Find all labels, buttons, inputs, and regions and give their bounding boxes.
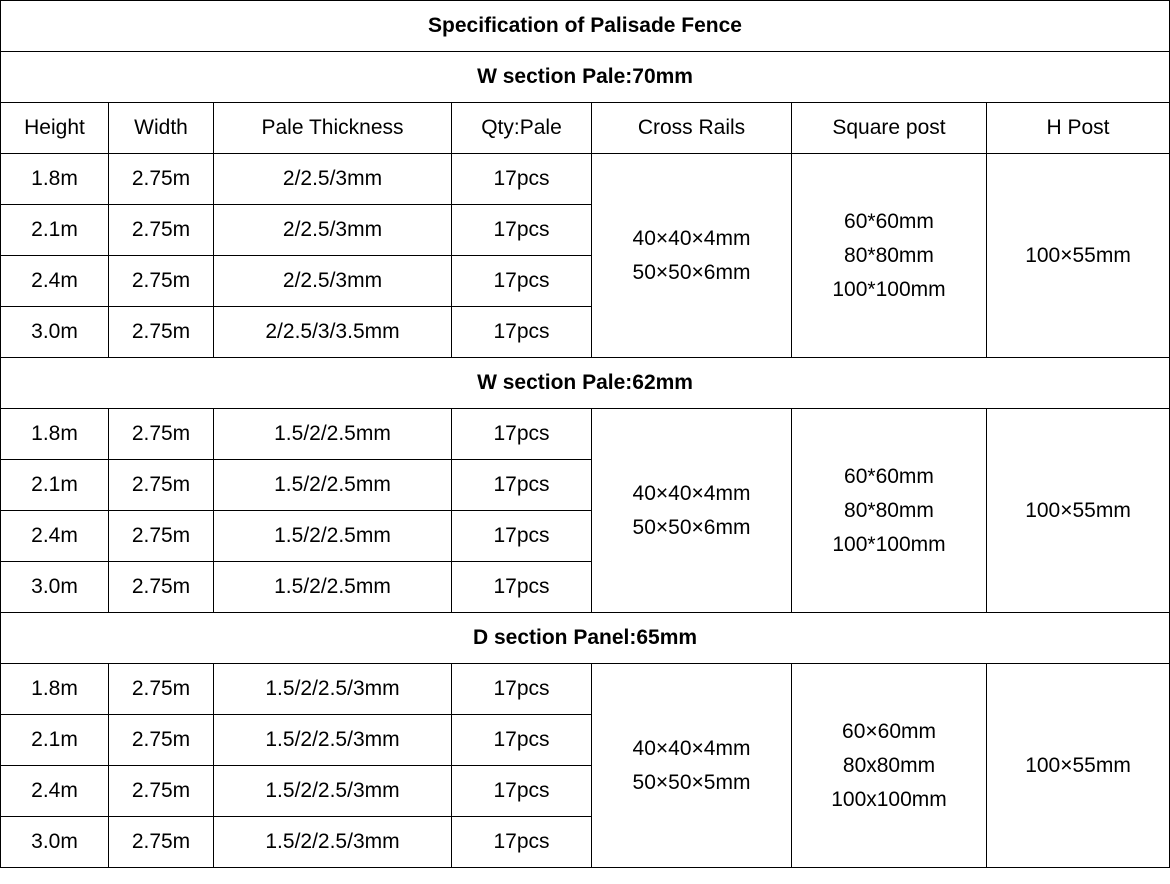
cell-pale-thickness: 1.5/2/2.5/3mm [214,817,452,868]
cell-height: 3.0m [1,307,109,358]
cell-pale-thickness: 1.5/2/2.5/3mm [214,715,452,766]
table-row [1,154,1170,205]
square-post-size: 80x80mm [842,753,936,777]
cell-qty: 17pcs [452,256,592,307]
cell-pale-thickness: 1.5/2/2.5mm [214,409,452,460]
cell-width: 2.75m [109,664,214,715]
cell-width: 2.75m [109,817,214,868]
cell-qty: 17pcs [452,562,592,613]
table-row [1,409,1170,460]
cell-cross-rails [592,154,792,358]
cell-pale-thickness: 2/2.5/3mm [214,205,452,256]
cell-qty: 17pcs [452,154,592,205]
section-title: W section Pale:70mm [1,52,1170,103]
cell-height: 2.4m [1,766,109,817]
cell-pale-thickness: 1.5/2/2.5mm [214,562,452,613]
cell-height: 3.0m [1,817,109,868]
cell-cross-rails [592,409,792,613]
header-h-post: H Post [987,103,1170,154]
header-pale-thickness: Pale Thickness [214,103,452,154]
cell-pale-thickness: 1.5/2/2.5mm [214,460,452,511]
cell-qty: 17pcs [452,766,592,817]
cell-qty: 17pcs [452,511,592,562]
cell-height: 3.0m [1,562,109,613]
cell-qty: 17pcs [452,307,592,358]
header-height: Height [1,103,109,154]
cell-pale-thickness: 2/2.5/3mm [214,256,452,307]
cell-qty: 17pcs [452,817,592,868]
cell-square-post [792,664,987,868]
cell-height: 2.1m [1,715,109,766]
cell-height: 2.4m [1,511,109,562]
cell-width: 2.75m [109,205,214,256]
cell-qty: 17pcs [452,460,592,511]
square-post-size: 100x100mm [831,788,947,812]
square-post-size: 80*80mm [844,243,934,267]
square-post-size: 100*100mm [832,278,946,302]
cell-cross-rails [592,664,792,868]
header-cross-rails: Cross Rails [592,103,792,154]
square-post-size: 60*60mm [844,209,934,233]
cross-rail-size: 50×50×6mm [632,516,751,539]
cell-height: 2.1m [1,205,109,256]
cell-pale-thickness: 1.5/2/2.5/3mm [214,766,452,817]
cell-h-post: 100×55mm [987,154,1170,358]
cross-rail-size: 50×50×6mm [632,261,751,284]
cell-width: 2.75m [109,766,214,817]
cell-height: 2.1m [1,460,109,511]
cell-width: 2.75m [109,460,214,511]
square-post-size: 60×60mm [842,719,936,743]
cell-width: 2.75m [109,409,214,460]
title-row [1,1,1170,52]
cell-h-post: 100×55mm [987,664,1170,868]
cell-width: 2.75m [109,511,214,562]
header-width: Width [109,103,214,154]
cell-h-post: 100×55mm [987,409,1170,613]
cell-width: 2.75m [109,154,214,205]
cross-rail-size: 50×50×5mm [632,771,751,794]
square-post-size: 80*80mm [844,498,934,522]
cell-height: 2.4m [1,256,109,307]
cell-width: 2.75m [109,307,214,358]
cell-pale-thickness: 2/2.5/3mm [214,154,452,205]
cell-pale-thickness: 2/2.5/3/3.5mm [214,307,452,358]
cell-qty: 17pcs [452,409,592,460]
cell-qty: 17pcs [452,205,592,256]
cell-height: 1.8m [1,409,109,460]
cell-width: 2.75m [109,256,214,307]
cell-pale-thickness: 1.5/2/2.5mm [214,511,452,562]
cell-pale-thickness: 1.5/2/2.5/3mm [214,664,452,715]
table-title: Specification of Palisade Fence [1,1,1170,52]
section-header-row [1,613,1170,664]
cross-rail-size: 40×40×4mm [632,226,751,250]
cell-width: 2.75m [109,562,214,613]
cross-rail-size: 40×40×4mm [632,481,751,505]
cell-qty: 17pcs [452,715,592,766]
column-header-row [1,103,1170,154]
header-qty-pale: Qty:Pale [452,103,592,154]
cell-height: 1.8m [1,664,109,715]
cell-square-post [792,154,987,358]
cell-width: 2.75m [109,715,214,766]
square-post-size: 100*100mm [832,533,946,557]
section-header-row [1,52,1170,103]
cell-square-post [792,409,987,613]
section-title: W section Pale:62mm [1,358,1170,409]
cross-rail-size: 40×40×4mm [632,736,751,760]
header-square-post: Square post [792,103,987,154]
square-post-size: 60*60mm [844,464,934,488]
section-title: D section Panel:65mm [1,613,1170,664]
cell-qty: 17pcs [452,664,592,715]
section-header-row [1,358,1170,409]
table-row [1,664,1170,715]
cell-height: 1.8m [1,154,109,205]
